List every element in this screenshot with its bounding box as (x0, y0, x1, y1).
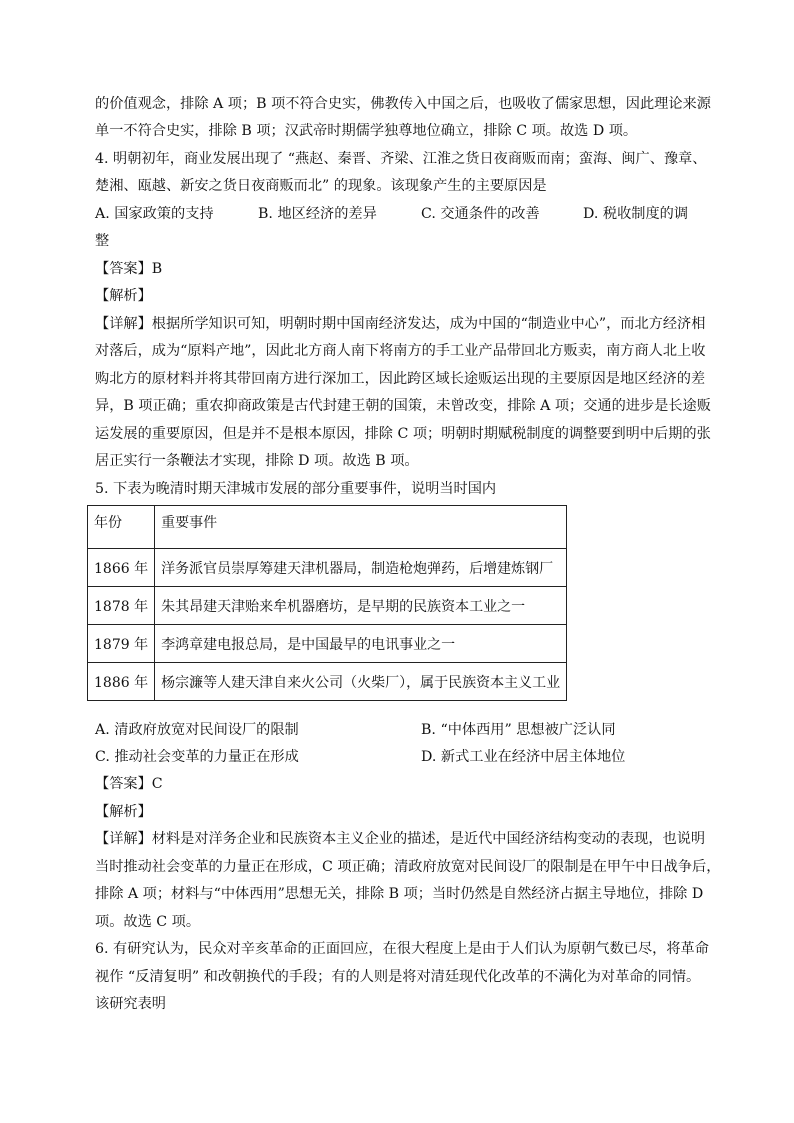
q4-option-d-continued: 整 (95, 233, 110, 249)
q4-explanation-line: 【详解】根据所学知识可知，明朝时期中国南经济发达，成为中国的“制造业中心”，而北方经济相 (95, 316, 706, 332)
q4-explanation-line: 居正实行一条鞭法才实现，排除 D 项。故选 B 项。 (95, 453, 419, 469)
text-line: 单一不符合史实，排除 B 项；汉武帝时期儒学独尊地位确立，排除 C 项。故选 D 项。 (95, 123, 638, 139)
q5-explanation-line: 【详解】材料是对洋务企业和民族资本主义企业的描述，是近代中国经济结构变动的表现，也说明 (95, 831, 706, 847)
table-row (88, 625, 567, 663)
table-cell-event: 李鸿章建电报总局，是中国最早的电讯事业之一 (155, 625, 567, 663)
question-6-stem: 6. 有研究认为，民众对辛亥革命的正面回应，在很大程度上是由于人们认为原朝气数已尽，将革命 (95, 941, 709, 957)
q5-option-d: D. 新式工业在经济中居主体地位 (421, 749, 626, 765)
table-cell-event: 朱其昂建天津贻来牟机器磨坊，是早期的民族资本工业之一 (155, 587, 567, 625)
table-row (88, 663, 567, 701)
q5-option-b: B. “中体西用” 思想被广泛认同 (421, 722, 616, 738)
question-4-stem: 4. 明朝初年，商业发展出现了 “燕赵、秦晋、齐梁、江淮之货日夜商贩而南；蛮海、闽广、豫章、 (95, 151, 707, 167)
q5-explanation-line: 当时推动社会变革的力量正在形成，C 项正确；清政府放宽对民间设厂的限制是在甲午中日战争后， (95, 859, 721, 875)
q4-option-c: C. 交通条件的改善 (421, 206, 540, 222)
events-table (87, 505, 567, 701)
text-line: 的价值观念，排除 A 项；B 项不符合史实，佛教传入中国之后，也吸收了儒家思想，因此理论来源 (95, 96, 711, 112)
question-6-stem: 视作 “反清复明” 和改朝换代的手段；有的人则是将对清廷现代化改革的不满化为对革命的同情。 (95, 969, 701, 985)
q5-explanation-line: 项。故选 C 项。 (95, 914, 201, 930)
q5-option-a: A. 清政府放宽对民间设厂的限制 (95, 722, 299, 738)
question-6-stem: 该研究表明 (95, 996, 166, 1012)
question-4-stem: 楚湘、瓯越、新安之货日夜商贩而北” 的现象。该现象产生的主要原因是 (95, 178, 547, 194)
q4-option-d: D. 税收制度的调 (583, 206, 689, 222)
q4-explanation-line: 运发展的重要原因，但是并不是根本原因，排除 C 项；明朝时期赋税制度的调整要到明中后期的张 (95, 426, 711, 442)
q4-explanation-line: 异，B 项正确；重农抑商政策是古代封建王朝的国策，未曾改变，排除 A 项；交通的进步是长途贩 (95, 398, 711, 414)
table-cell-event: 杨宗濂等人建天津自来火公司（火柴厂），属于民族资本主义工业 (155, 663, 567, 701)
q4-explanation-line: 购北方的原材料并将其带回南方进行深加工，因此跨区域长途贩运出现的主要原因是地区经济的差 (95, 371, 706, 387)
q5-answer: 【答案】C (95, 776, 163, 792)
table-cell-year: 1886 年 (88, 663, 155, 701)
q5-explanation-line: 排除 A 项；材料与“中体西用”思想无关，排除 B 项；当时仍然是自然经济占据主导地位，排除 D (95, 886, 704, 902)
table-cell-year: 1878 年 (88, 587, 155, 625)
q4-option-a: A. 国家政策的支持 (95, 206, 214, 222)
q4-answer: 【答案】B (95, 261, 163, 277)
q4-option-b: B. 地区经济的差异 (258, 206, 377, 222)
q4-explanation-line: 对落后，成为“原料产地”，因此北方商人南下将南方的手工业产品带回北方贩卖，南方商人北上收 (95, 343, 706, 359)
table-cell-event: 洋务派官员崇厚筹建天津机器局，制造枪炮弹药，后增建炼钢厂 (155, 549, 567, 587)
table-header-event: 重要事件 (155, 506, 567, 549)
table-row (88, 587, 567, 625)
table-header-year: 年份 (88, 506, 155, 549)
table-cell-year: 1879 年 (88, 625, 155, 663)
table-header-row (88, 506, 567, 549)
table-row (88, 549, 567, 587)
q5-analysis-heading: 【解析】 (95, 804, 152, 820)
table-cell-year: 1866 年 (88, 549, 155, 587)
question-5-stem: 5. 下表为晚清时期天津城市发展的部分重要事件，说明当时国内 (95, 481, 497, 497)
q4-analysis-heading: 【解析】 (95, 288, 152, 304)
q5-option-c: C. 推动社会变革的力量正在形成 (95, 749, 299, 765)
